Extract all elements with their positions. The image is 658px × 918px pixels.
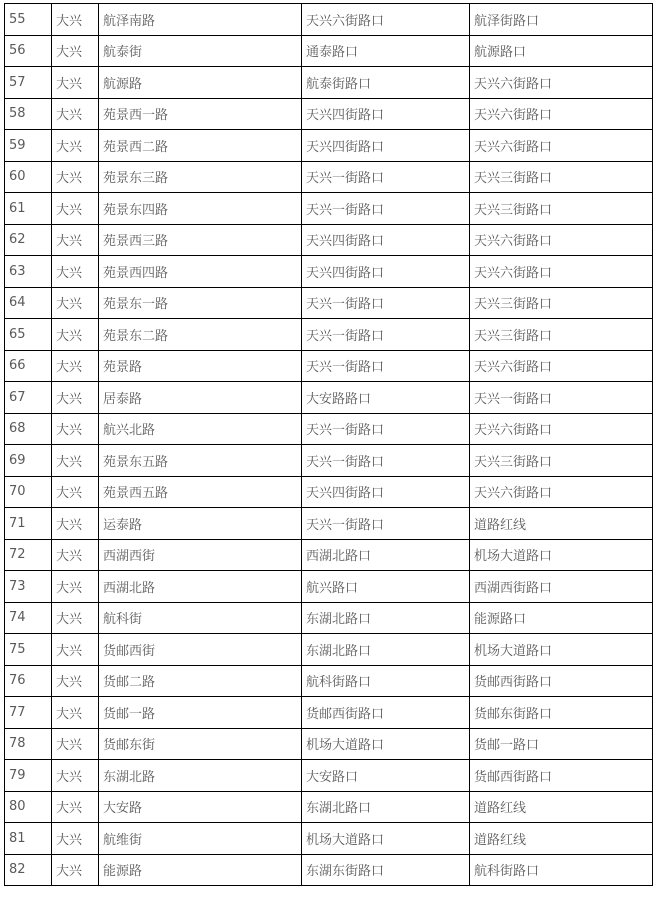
table-row [5, 445, 653, 477]
table-row [5, 161, 653, 193]
end-point-cell: 货邮西街路口 [470, 665, 653, 697]
row-number-cell: 56 [5, 35, 52, 67]
row-number-cell: 63 [5, 256, 52, 288]
district-cell: 大兴 [52, 508, 99, 540]
row-number-cell: 81 [5, 823, 52, 855]
road-name-cell: 苑景东一路 [99, 287, 302, 319]
row-number-cell: 73 [5, 571, 52, 603]
table-row [5, 350, 653, 382]
district-cell: 大兴 [52, 193, 99, 225]
end-point-cell: 天兴三街路口 [470, 287, 653, 319]
row-number-cell: 82 [5, 854, 52, 886]
row-number-cell: 67 [5, 382, 52, 414]
table-row [5, 287, 653, 319]
end-point-cell: 道路红线 [470, 823, 653, 855]
start-point-cell: 天兴四街路口 [302, 130, 470, 162]
district-cell: 大兴 [52, 571, 99, 603]
district-cell: 大兴 [52, 854, 99, 886]
start-point-cell: 天兴一街路口 [302, 508, 470, 540]
end-point-cell: 航泽街路口 [470, 4, 653, 36]
row-number-cell: 80 [5, 791, 52, 823]
start-point-cell: 东湖北路口 [302, 602, 470, 634]
road-name-cell: 苑景西二路 [99, 130, 302, 162]
end-point-cell: 航源路口 [470, 35, 653, 67]
table-row [5, 35, 653, 67]
district-cell: 大兴 [52, 760, 99, 792]
road-name-cell: 航兴北路 [99, 413, 302, 445]
row-number-cell: 59 [5, 130, 52, 162]
start-point-cell: 机场大道路口 [302, 823, 470, 855]
end-point-cell: 道路红线 [470, 508, 653, 540]
row-number-cell: 60 [5, 161, 52, 193]
end-point-cell: 天兴六街路口 [470, 224, 653, 256]
road-name-cell: 航维街 [99, 823, 302, 855]
table-row [5, 319, 653, 351]
end-point-cell: 天兴六街路口 [470, 130, 653, 162]
start-point-cell: 东湖北路口 [302, 634, 470, 666]
district-cell: 大兴 [52, 665, 99, 697]
table-row [5, 256, 653, 288]
road-name-cell: 航泽南路 [99, 4, 302, 36]
road-name-cell: 苑景西一路 [99, 98, 302, 130]
district-cell: 大兴 [52, 130, 99, 162]
road-name-cell: 货邮西街 [99, 634, 302, 666]
end-point-cell: 天兴三街路口 [470, 193, 653, 225]
table-row [5, 224, 653, 256]
road-name-cell: 苑景东二路 [99, 319, 302, 351]
road-name-cell: 货邮东街 [99, 728, 302, 760]
end-point-cell: 道路红线 [470, 791, 653, 823]
table-row [5, 602, 653, 634]
district-cell: 大兴 [52, 35, 99, 67]
end-point-cell: 天兴六街路口 [470, 476, 653, 508]
road-name-cell: 货邮二路 [99, 665, 302, 697]
start-point-cell: 航兴路口 [302, 571, 470, 603]
start-point-cell: 天兴一街路口 [302, 350, 470, 382]
district-cell: 大兴 [52, 256, 99, 288]
road-table-body [5, 4, 653, 886]
row-number-cell: 66 [5, 350, 52, 382]
road-name-cell: 苑景东五路 [99, 445, 302, 477]
row-number-cell: 57 [5, 67, 52, 99]
start-point-cell: 货邮西街路口 [302, 697, 470, 729]
district-cell: 大兴 [52, 4, 99, 36]
road-name-cell: 苑景西五路 [99, 476, 302, 508]
table-row [5, 508, 653, 540]
road-name-cell: 西湖北路 [99, 571, 302, 603]
start-point-cell: 航泰街路口 [302, 67, 470, 99]
start-point-cell: 东湖东街路口 [302, 854, 470, 886]
row-number-cell: 71 [5, 508, 52, 540]
start-point-cell: 东湖北路口 [302, 791, 470, 823]
table-row [5, 539, 653, 571]
end-point-cell: 天兴一街路口 [470, 382, 653, 414]
road-name-cell: 苑景西三路 [99, 224, 302, 256]
end-point-cell: 天兴六街路口 [470, 256, 653, 288]
end-point-cell: 货邮西街路口 [470, 760, 653, 792]
end-point-cell: 天兴六街路口 [470, 67, 653, 99]
table-row [5, 634, 653, 666]
row-number-cell: 55 [5, 4, 52, 36]
start-point-cell: 大安路路口 [302, 382, 470, 414]
row-number-cell: 79 [5, 760, 52, 792]
road-name-cell: 苑景西四路 [99, 256, 302, 288]
start-point-cell: 天兴四街路口 [302, 224, 470, 256]
start-point-cell: 天兴一街路口 [302, 413, 470, 445]
table-row [5, 728, 653, 760]
start-point-cell: 天兴四街路口 [302, 476, 470, 508]
road-name-cell: 能源路 [99, 854, 302, 886]
start-point-cell: 大安路口 [302, 760, 470, 792]
table-row [5, 98, 653, 130]
row-number-cell: 62 [5, 224, 52, 256]
row-number-cell: 76 [5, 665, 52, 697]
end-point-cell: 机场大道路口 [470, 634, 653, 666]
row-number-cell: 74 [5, 602, 52, 634]
road-table-container [4, 3, 653, 886]
road-name-cell: 航泰街 [99, 35, 302, 67]
row-number-cell: 68 [5, 413, 52, 445]
district-cell: 大兴 [52, 728, 99, 760]
start-point-cell: 西湖北路口 [302, 539, 470, 571]
start-point-cell: 天兴一街路口 [302, 161, 470, 193]
district-cell: 大兴 [52, 823, 99, 855]
district-cell: 大兴 [52, 67, 99, 99]
district-cell: 大兴 [52, 634, 99, 666]
table-row [5, 4, 653, 36]
end-point-cell: 西湖西街路口 [470, 571, 653, 603]
end-point-cell: 航科街路口 [470, 854, 653, 886]
start-point-cell: 通泰路口 [302, 35, 470, 67]
end-point-cell: 机场大道路口 [470, 539, 653, 571]
table-row [5, 193, 653, 225]
table-row [5, 665, 653, 697]
row-number-cell: 78 [5, 728, 52, 760]
end-point-cell: 天兴三街路口 [470, 445, 653, 477]
row-number-cell: 65 [5, 319, 52, 351]
road-name-cell: 苑景东三路 [99, 161, 302, 193]
road-name-cell: 居泰路 [99, 382, 302, 414]
table-row [5, 697, 653, 729]
district-cell: 大兴 [52, 791, 99, 823]
table-row [5, 476, 653, 508]
end-point-cell: 货邮一路口 [470, 728, 653, 760]
district-cell: 大兴 [52, 98, 99, 130]
end-point-cell: 能源路口 [470, 602, 653, 634]
start-point-cell: 天兴一街路口 [302, 319, 470, 351]
end-point-cell: 天兴六街路口 [470, 350, 653, 382]
district-cell: 大兴 [52, 445, 99, 477]
road-name-cell: 货邮一路 [99, 697, 302, 729]
table-row [5, 791, 653, 823]
district-cell: 大兴 [52, 602, 99, 634]
district-cell: 大兴 [52, 382, 99, 414]
road-name-cell: 苑景路 [99, 350, 302, 382]
district-cell: 大兴 [52, 539, 99, 571]
table-row [5, 760, 653, 792]
road-table [4, 3, 653, 886]
district-cell: 大兴 [52, 224, 99, 256]
road-name-cell: 航源路 [99, 67, 302, 99]
road-name-cell: 西湖西街 [99, 539, 302, 571]
district-cell: 大兴 [52, 697, 99, 729]
table-row [5, 571, 653, 603]
table-row [5, 823, 653, 855]
district-cell: 大兴 [52, 350, 99, 382]
end-point-cell: 天兴六街路口 [470, 413, 653, 445]
district-cell: 大兴 [52, 161, 99, 193]
road-name-cell: 苑景东四路 [99, 193, 302, 225]
district-cell: 大兴 [52, 287, 99, 319]
road-name-cell: 航科街 [99, 602, 302, 634]
table-row [5, 413, 653, 445]
end-point-cell: 天兴三街路口 [470, 161, 653, 193]
end-point-cell: 天兴三街路口 [470, 319, 653, 351]
row-number-cell: 75 [5, 634, 52, 666]
row-number-cell: 64 [5, 287, 52, 319]
start-point-cell: 天兴一街路口 [302, 193, 470, 225]
start-point-cell: 天兴一街路口 [302, 445, 470, 477]
row-number-cell: 77 [5, 697, 52, 729]
row-number-cell: 69 [5, 445, 52, 477]
start-point-cell: 航科街路口 [302, 665, 470, 697]
table-row [5, 854, 653, 886]
row-number-cell: 72 [5, 539, 52, 571]
row-number-cell: 61 [5, 193, 52, 225]
table-row [5, 382, 653, 414]
end-point-cell: 货邮东街路口 [470, 697, 653, 729]
district-cell: 大兴 [52, 319, 99, 351]
start-point-cell: 天兴一街路口 [302, 287, 470, 319]
start-point-cell: 天兴四街路口 [302, 98, 470, 130]
table-row [5, 67, 653, 99]
road-name-cell: 运泰路 [99, 508, 302, 540]
row-number-cell: 58 [5, 98, 52, 130]
road-name-cell: 大安路 [99, 791, 302, 823]
start-point-cell: 天兴六街路口 [302, 4, 470, 36]
row-number-cell: 70 [5, 476, 52, 508]
district-cell: 大兴 [52, 476, 99, 508]
district-cell: 大兴 [52, 413, 99, 445]
table-row [5, 130, 653, 162]
start-point-cell: 机场大道路口 [302, 728, 470, 760]
end-point-cell: 天兴六街路口 [470, 98, 653, 130]
start-point-cell: 天兴四街路口 [302, 256, 470, 288]
road-name-cell: 东湖北路 [99, 760, 302, 792]
